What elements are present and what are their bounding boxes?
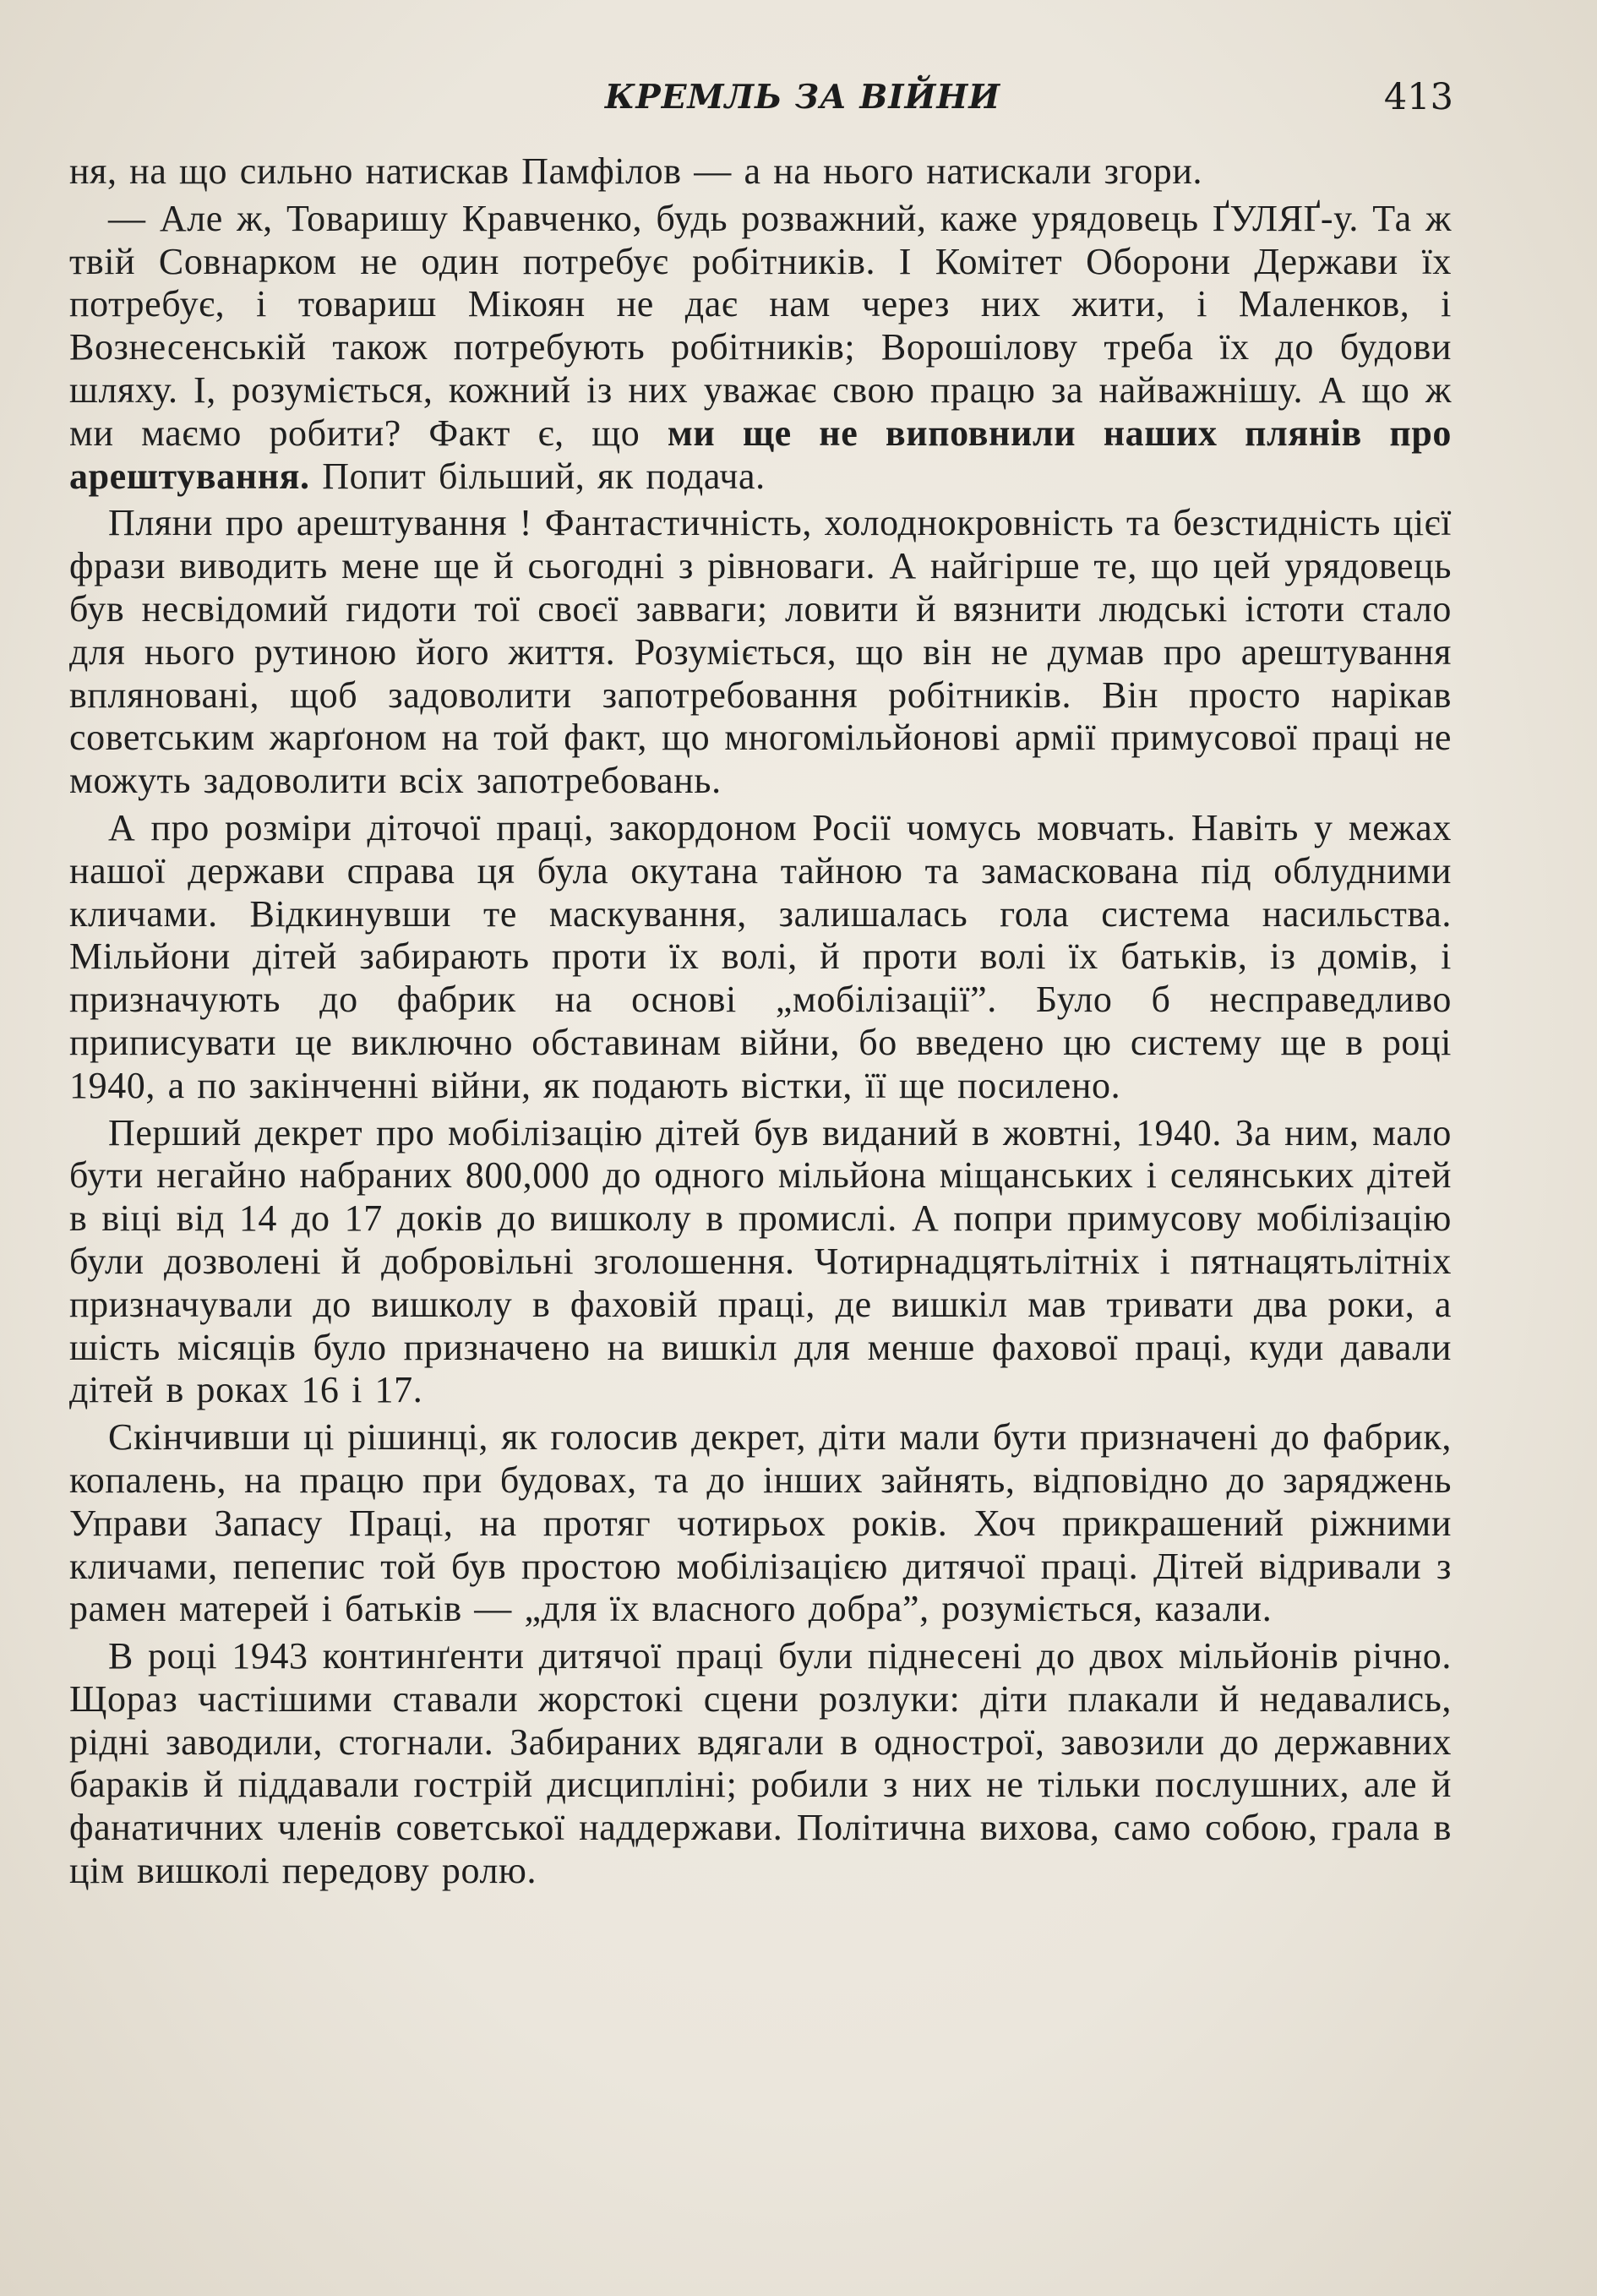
emphasized-phrase: ми ще не виповнили наших плянів про арештування. <box>69 412 1452 497</box>
dialogue-text: — Але ж, Товаришу Кравченко, будь розважний, каже урядовець ҐУЛЯҐ-у. Та ж твій Совнарком не один потребує робітників. І Комітет Оборони Держави їх потребує, і товариш Мікоян не дає нам через них жити, і Маленков, і Вознесенській також потребують робітників; Ворошілову треба їх до будови шляху. І, розуміється, кожний із них уважає свою працю за найважнішу. А що ж ми маємо робити? Факт є, що <box>69 197 1452 454</box>
paragraph-child-labor: А про розміри діточої праці, закордоном Росії чомусь мовчать. Навіть у межах нашої держави справа ця була окутана тайною та замаскована під облудними кличами. Відкинувши те маскування, залишалась гола система насильства. Мільйони дітей забирають проти їх волі, й проти волі їх батьків, із домів, і призначують до фабрик на основі „мобілізації”. Було б несправедливо приписувати це виключно обставинам війни, бо введено цю систему ще в році 1940, а по закінченні війни, як подають вістки, її ще посилено. <box>69 806 1452 1106</box>
running-title: КРЕМЛЬ ЗА ВІЙНИ <box>604 78 1001 117</box>
paragraph-1943: В році 1943 континґенти дитячої праці були піднесені до двох мільйонів річно. Щораз частішими ставали жорстокі сцени розлуки: діти плакали й недавались, рідні заводили, стогнали. Забираних вдягали в однострої, завозили до державних бараків й піддавали гострій дисципліні; робили з них не тільки послушних, але й фанатичних членів советської наддержави. Політична вихова, само собою, грала в цім вишколі передову ролю. <box>69 1635 1452 1892</box>
running-head <box>68 78 1453 128</box>
paragraph-dialogue <box>69 198 1452 499</box>
paragraph-first-decree: Перший декрет про мобілізацію дітей був виданий в жовтні, 1940. За ним, мало бути негайно набраних 800,000 до одного мільйона міщанських і селянських дітей в віці від 14 до 17 доків до вишколу в промислі. А попри примусову мобілізацію були дозволені й добровільні зголошення. Чотирнадцятьлітніх і пятнацятьлітніх призначували до вишколу в фаховій праці, де вишкіл мав тривати два роки, а шість місяців було призначено на вишкіл для менше фахової праці, куди давали дітей в роках 16 і 17. <box>69 1111 1452 1411</box>
dialogue-ending: Попит більший, як подача. <box>309 455 766 497</box>
paragraph-after-training: Скінчивши ці рішинці, як голосив декрет, діти мали бути призначені до фабрик, копалень, на працю при будовах, та до інших зайнять, відповідно до заряджень Управи Запасу Праці, на протяг чотирьох років. Хоч прикрашений ріжними кличами, пепепис той був простою мобілізацією дитячої праці. Дітей відривали з рамен матерей і батьків — „для їх власного добра”, розуміється, казали. <box>69 1416 1452 1630</box>
paragraph-arrest-plans: Пляни про арештування ! Фантастичність, холоднокровність та безстидність цієї фрази виводить мене ще й сьогодні з рівноваги. А найгірше те, що цей урядовець був несвідомий гидоти тої своєї завваги; ловити й вязнити людські істоти стало для нього рутиною його життя. Розуміється, що він не думав про арештування впляновані, щоб задоволити запотребовання робітників. Він просто нарікав советським жарґоном на той факт, що многомільйонові армії примусової праці не можуть задоволити всіх запотребовань. <box>69 502 1452 802</box>
page-number: 413 <box>1383 76 1453 118</box>
paragraph-continuation: ня, на що сильно натискав Памфілов — а на нього натискали згори. <box>69 150 1203 192</box>
body-text <box>69 150 1452 1893</box>
